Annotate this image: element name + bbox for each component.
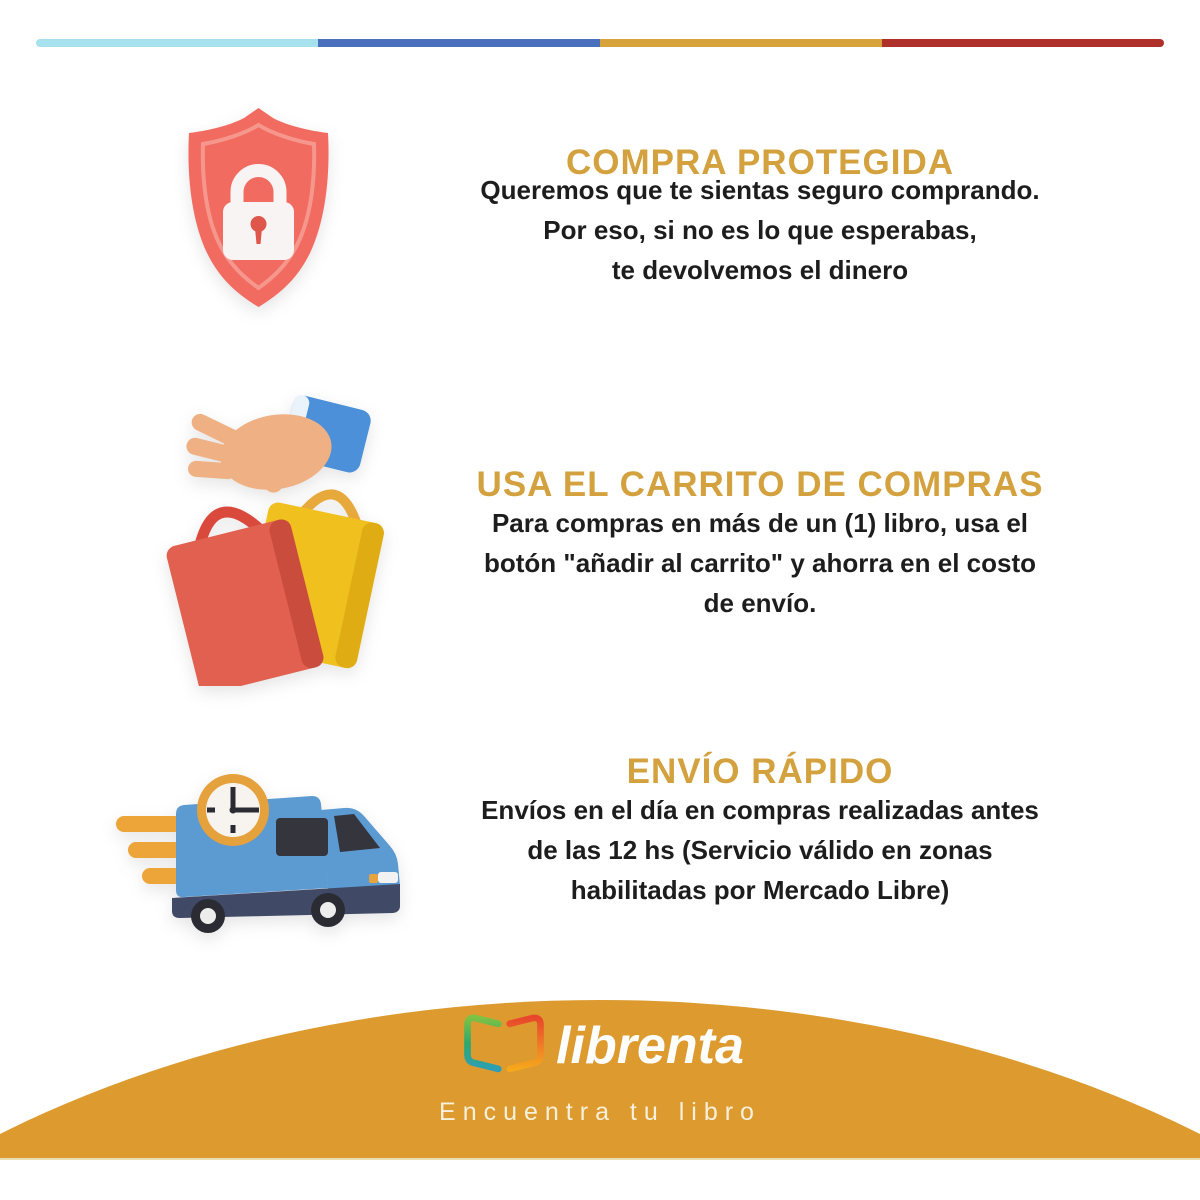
open-book-icon (456, 1012, 552, 1079)
top-bar-segment-blue (318, 39, 600, 47)
librenta-logo (0, 1012, 1200, 1079)
section-body-compra-protegida (410, 170, 1110, 290)
body-line: Para compras en más de un (1) libro, usa el (491, 508, 1029, 538)
top-bar-segment-cyan (36, 39, 318, 47)
shield-lock-icon (176, 104, 341, 311)
brand-tagline: Encuentra tu libro (439, 1098, 761, 1126)
delivery-truck-icon (116, 766, 406, 936)
body-line: de envío. (703, 588, 817, 618)
body-line: de las 12 hs (Servicio válido en zonas (527, 835, 993, 865)
section-title-envio-rapido: ENVÍO RÁPIDO (626, 752, 894, 792)
body-line: habilitadas por Mercado Libre) (570, 875, 950, 905)
top-bar-segment-gold (600, 39, 882, 47)
decorative-top-bar (36, 39, 1164, 47)
section-title-carrito: USA EL CARRITO DE COMPRAS (476, 465, 1044, 505)
brand-name: librenta (556, 1016, 744, 1075)
shopping-bags-icon (126, 394, 386, 686)
body-line: Envíos en el día en compras realizadas antes (481, 795, 1039, 825)
section-title-compra-protegida: COMPRA PROTEGIDA (565, 143, 955, 183)
top-bar-segment-red (882, 39, 1164, 47)
bottom-white-strip (0, 1158, 1200, 1200)
body-line: te devolvemos el dinero (611, 255, 909, 285)
section-body-carrito (410, 503, 1110, 623)
body-line: Queremos que te sientas seguro comprando. (480, 175, 1040, 205)
body-line: botón "añadir al carrito" y ahorra en el costo (483, 548, 1036, 578)
section-body-envio-rapido (410, 790, 1110, 910)
body-line: Por eso, si no es lo que esperabas, (543, 215, 977, 245)
